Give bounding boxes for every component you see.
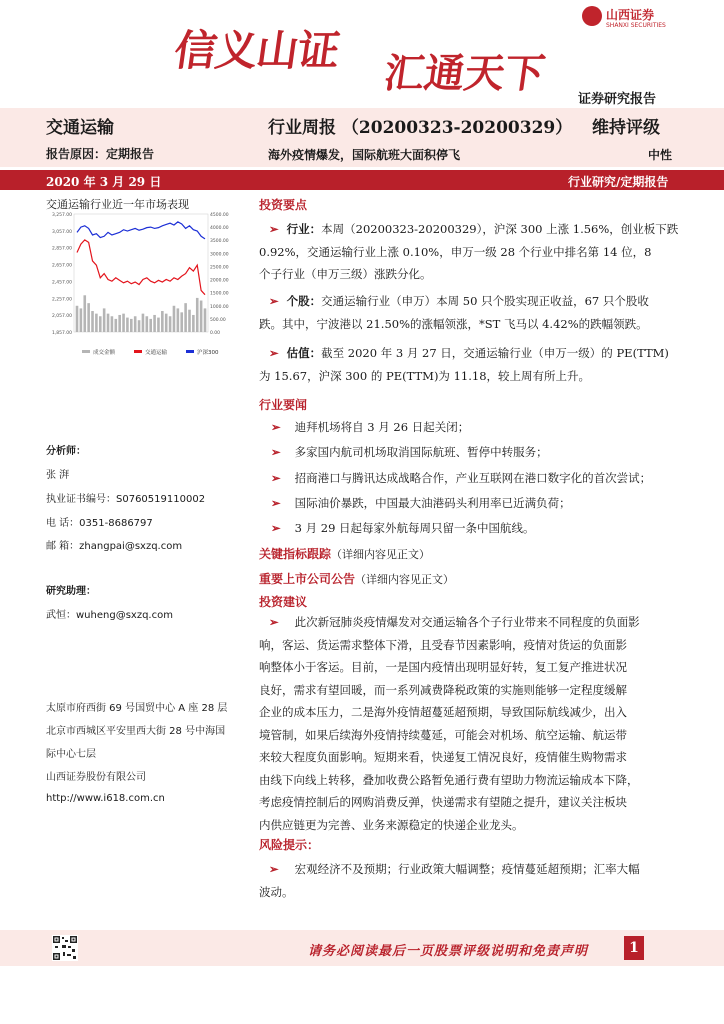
volume-bar (76, 306, 79, 332)
company-name: 山西证券股份有限公司 (46, 772, 146, 783)
logo-name-cn: 山西证券 (606, 8, 655, 22)
left-tick-label: 2,457.00 (51, 280, 72, 286)
volume-bar (196, 298, 199, 332)
volume-bar (180, 312, 183, 332)
volume-bar (130, 319, 133, 332)
point-label: 估值： (286, 346, 322, 360)
arrow-icon: ➢ (271, 471, 281, 485)
legend-swatch (82, 350, 90, 353)
volume-bar (177, 308, 180, 332)
report-type: 证券研究报告 (578, 92, 657, 107)
report-date: 2020 年 3 月 29 日 (46, 175, 162, 189)
volume-bar (165, 314, 168, 332)
assistant-heading: 研究助理： (46, 586, 96, 597)
news-item: ➢ 多家国内航司机场取消国际航班、暂停中转服务； (271, 445, 548, 459)
company-announcements-heading: 重要上市公司公告（详细内容见正文） (259, 572, 455, 586)
volume-bar (87, 303, 90, 332)
news-heading: 行业要闻 (259, 398, 308, 412)
volume-bar (83, 295, 86, 332)
volume-bar (103, 308, 106, 332)
address-line-2: 北京市西城区平安里西大街 28 号中海国 (46, 726, 226, 737)
report-category: 行业研究/定期报告 (568, 175, 669, 189)
point-stocks (259, 290, 679, 335)
arrow-icon: ➢ (269, 862, 279, 876)
news-item: ➢ 国际油价暴跌，中国最大油港码头利用率已近满负荷； (271, 496, 571, 510)
analyst-heading: 分析师： (46, 446, 86, 457)
analyst-cert: 执业证书编号：S0760519110002 (46, 494, 206, 505)
legend-label: 沪深300 (197, 350, 219, 356)
chart-caption: 交通运输行业近一年市场表现 (46, 198, 189, 211)
right-tick-label: 1000.00 (210, 304, 229, 310)
point-label: 个股： (286, 294, 322, 308)
date-bar (0, 170, 724, 190)
point-valuation (259, 342, 679, 387)
logo-name-en: SHANXI SECURITIES (606, 22, 666, 29)
volume-bar (204, 308, 207, 332)
point-text: 交通运输行业（申万）本周 50 只个股实现正收益，67 只个股收 (321, 294, 649, 308)
arrow-icon: ➢ (269, 615, 279, 629)
right-tick-label: 4000.00 (210, 226, 229, 232)
right-tick-label: 2500.00 (210, 265, 229, 271)
company-url[interactable]: http://www.i618.com.cn (46, 793, 165, 804)
right-tick-label: 1500.00 (210, 291, 229, 297)
investment-advice-text: ➢ 此次新冠肺炎疫情爆发对交通运输各个子行业带来不同程度的负面影 响，客运、货运需求整体下滑，且受春节因素影响，疫情对货运的负面影 响整体小于客运。目前，一是国内疫情出现明显好转，复工复产推进状况 良好，需求有望回暖，而一系列减费降税政策的实施则能够一定程度缓解 企业的成本压力，二是海外疫情超蔓延超预期，导致国际航线减少，出入 境管制，如果后续海外疫情持续蔓延，可能会对机场、航空运输、航运带 来较大程度负面影响。短期来看，快递复工情况良好，疫情催生购物需求 由线下向线上转移，叠加收费公路暂免通行费有望助力物流运输成本下降， 考虑疫情控制后的网购消费反弹，快递需求有望随之提升，建议关注板块 内供应链更为完善、业务来源稳定的快递企业龙头。 (259, 615, 640, 832)
point-text: 本周（20200323-20200329），沪深 300 上涨 1.56%，创业板下跌 (321, 222, 679, 236)
rating-value: 中性 (648, 148, 673, 162)
volume-bar (157, 318, 160, 332)
arrow-icon: ➢ (269, 294, 279, 308)
right-tick-label: 500.00 (210, 317, 226, 323)
industry-name: 交通运输 (46, 118, 114, 138)
legend-swatch (134, 350, 142, 353)
legend-swatch (186, 350, 194, 353)
news-item: ➢ 招商港口与腾讯达成战略合作，产业互联网在港口数字化的首次尝试； (271, 471, 652, 485)
company-logo-icon (582, 6, 602, 26)
volume-bar (126, 318, 129, 332)
volume-bar (114, 319, 117, 332)
market-performance-chart (44, 208, 240, 370)
volume-bar (95, 314, 98, 332)
volume-bar (192, 315, 195, 332)
volume-bar (153, 315, 156, 332)
point-text: 0.92%，交通运输行业上涨 0.10%，申万一级 28 个行业中排名第 14 位，8 (259, 244, 652, 259)
volume-bar (80, 308, 83, 332)
news-item: ➢ 迪拜机场将自 3 月 26 日起关闭； (271, 420, 470, 434)
volume-bar (138, 320, 141, 332)
volume-bar (111, 316, 114, 332)
volume-bar (169, 316, 172, 332)
address-line-3: 际中心七层 (46, 749, 96, 760)
volume-bar (142, 314, 145, 332)
point-label: 行业： (286, 222, 322, 236)
arrow-icon: ➢ (269, 222, 279, 236)
point-text: 跌。其中，宁波港以 21.50%的涨幅领涨，*ST 飞马以 4.42%的跌幅领跌。 (259, 316, 648, 331)
volume-bar (118, 315, 121, 332)
arrow-icon: ➢ (271, 521, 281, 535)
plot-area (74, 214, 208, 332)
report-reason: 报告原因：定期报告 (46, 147, 155, 161)
right-tick-label: 2000.00 (210, 278, 229, 284)
slogan-right: 汇通天下 (381, 50, 548, 97)
point-text: 为 15.67，沪深 300 的 PE(TTM)为 11.18，较上周有所上升。 (259, 368, 591, 383)
arrow-icon: ➢ (271, 420, 281, 434)
rating-label: 维持评级 (592, 118, 660, 138)
right-tick-label: 3000.00 (210, 252, 229, 258)
risk-text: ➢ 宏观经济不及预期；行业政策大幅调整；疫情蔓延超预期；汇率大幅 波动。 (259, 862, 640, 899)
point-text: 个子行业（申万三级）涨跌分化。 (259, 267, 432, 281)
right-tick-label: 4500.00 (210, 213, 229, 218)
page-number: 1 (624, 936, 644, 960)
slogan-left: 信义山证 (171, 26, 343, 75)
point-industry (259, 218, 679, 286)
volume-bar (188, 310, 191, 332)
analyst-phone: 电 话：0351-8686797 (46, 518, 153, 529)
arrow-icon: ➢ (269, 346, 279, 360)
investment-points-heading: 投资要点 (259, 198, 308, 212)
risk-heading: 风险提示： (259, 838, 320, 852)
news-item: ➢ 3 月 29 日起每家外航每周只留一条中国航线。 (271, 521, 535, 535)
point-text: 截至 2020 年 3 月 27 日，交通运输行业（申万一级）的 PE(TTM) (321, 346, 669, 360)
volume-bar (91, 311, 94, 332)
left-tick-label: 3,257.00 (51, 213, 72, 218)
left-tick-label: 3,057.00 (51, 229, 72, 235)
disclaimer-notice: 请务必阅读最后一页股票评级说明和免责声明 (308, 944, 589, 959)
report-title: 行业周报 （20200323-20200329） (268, 118, 573, 138)
assistant-contact[interactable]: 武恒：wuheng@sxzq.com (46, 610, 173, 621)
right-tick-label: 0.00 (210, 331, 221, 336)
report-subtitle: 海外疫情爆发，国际航班大面积停飞 (268, 148, 461, 162)
arrow-icon: ➢ (271, 445, 281, 459)
investment-advice-heading: 投资建议 (259, 595, 308, 609)
analyst-email[interactable]: 邮 箱：zhangpai@sxzq.com (46, 541, 183, 552)
left-tick-label: 2,857.00 (51, 246, 72, 252)
volume-bar (134, 316, 137, 332)
volume-bar (99, 316, 102, 332)
qr-code-icon (52, 935, 78, 961)
volume-bar (161, 311, 164, 332)
right-tick-label: 3500.00 (210, 239, 229, 245)
volume-bar (173, 306, 176, 332)
left-tick-label: 2,257.00 (51, 297, 72, 303)
volume-bar (107, 314, 110, 332)
legend-label: 成交金额 (93, 350, 116, 356)
analyst-name: 张 湃 (46, 470, 70, 481)
left-tick-label: 2,657.00 (51, 263, 72, 269)
left-tick-label: 1,857.00 (51, 331, 72, 336)
left-tick-label: 2,057.00 (51, 314, 72, 320)
arrow-icon: ➢ (271, 496, 281, 510)
volume-bar (122, 314, 125, 332)
volume-bar (184, 303, 187, 332)
legend-label: 交通运输 (145, 350, 168, 356)
key-indicators-heading: 关键指标跟踪（详细内容见正文） (259, 547, 431, 561)
volume-bar (200, 301, 203, 332)
volume-bar (149, 319, 152, 332)
address-line-1: 太原市府西街 69 号国贸中心 A 座 28 层 (46, 703, 228, 714)
volume-bar (146, 316, 149, 332)
